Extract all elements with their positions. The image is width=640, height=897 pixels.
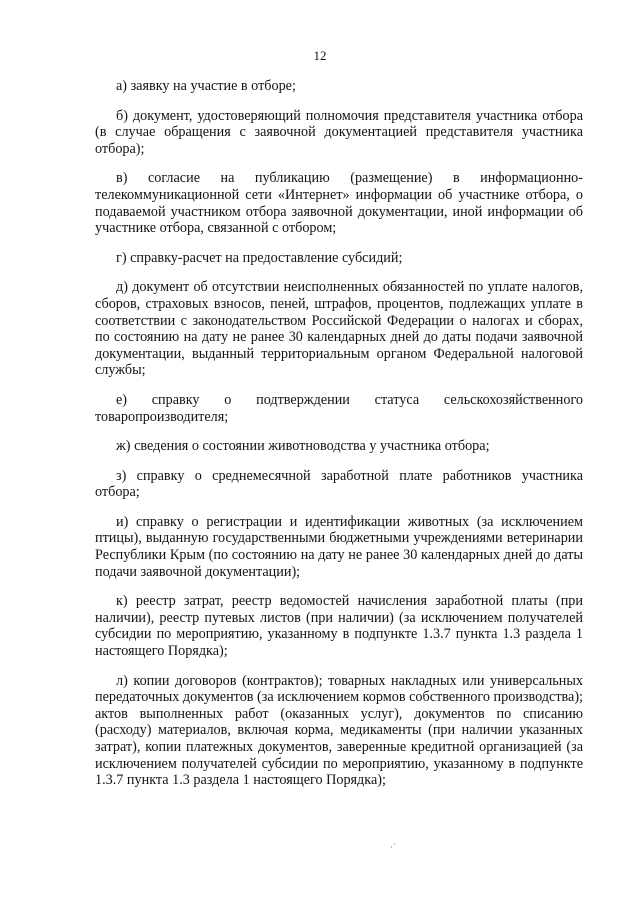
list-item-a: а) заявку на участие в отборе;: [116, 78, 296, 94]
list-item-g: г) справку-расчет на предоставление субсидий;: [116, 249, 403, 266]
document-body: [95, 70, 583, 802]
list-item-i: и) справку о регистрации и идентификации животных (за исключением птицы), выданную государственными бюджетными учреждениями ветеринарии Республики Крым (по состоянию на дату не ранее 30 календарных дней до даты подачи заявочной документации);: [95, 513, 583, 580]
list-item-z: з) справку о среднемесячной заработной плате работников участника отбора;: [95, 467, 583, 501]
list-item-l: л) копии договоров (контрактов); товарных накладных или универсальных передаточных документов (за исключением кормов собственного производства); актов выполненных работ (оказанных услуг), документов по списанию (расходу) материалов, включая корма, медикаменты (при наличии указанных затрат), копии платежных документов, заверенные кредитной организацией (за исключением получателей субсидии по мероприятию, указанному в подпункте 1.3.7 пункта 1.3 раздела 1 настоящего Порядка);: [95, 672, 583, 789]
page-number: 12: [313, 48, 327, 63]
list-item-d: д) документ об отсутствии неисполненных обязанностей по уплате налогов, сборов, страховых взносов, пеней, штрафов, процентов, подлежащих уплате в соответствии с законодательством Российской Федерации о налогах и сборах, по состоянию на дату не ранее 30 календарных дней до даты подачи заявочной документации, выданный территориальным органом Федеральной налоговой службы;: [95, 279, 583, 379]
list-item-b: б) документ, удостоверяющий полномочия представителя участника отбора (в случае обращения с заявочной документацией представителя участника отбора);: [95, 107, 583, 157]
list-item-zh: ж) сведения о состоянии животноводства у участника отбора;: [116, 438, 490, 455]
list-item-e: е) справку о подтверждении статуса сельскохозяйственного товаропроизводителя;: [95, 391, 583, 425]
list-item-v: в) согласие на публикацию (размещение) в информационно-телекоммуникационной сети «Интернет» информации об участнике отбора, о подаваемой участником отбора заявочной документации, иной информации об участнике отбора, связанной с отбором;: [95, 170, 583, 237]
list-item-k: к) реестр затрат, реестр ведомостей начисления заработной платы (при наличии), реестр путевых листов (при наличии) (за исключением получателей субсидии по мероприятию, указанному в подпункте 1.3.7 пункта 1.3 раздела 1 настоящего Порядка);: [95, 593, 583, 660]
scan-speck: ·´: [390, 842, 396, 852]
